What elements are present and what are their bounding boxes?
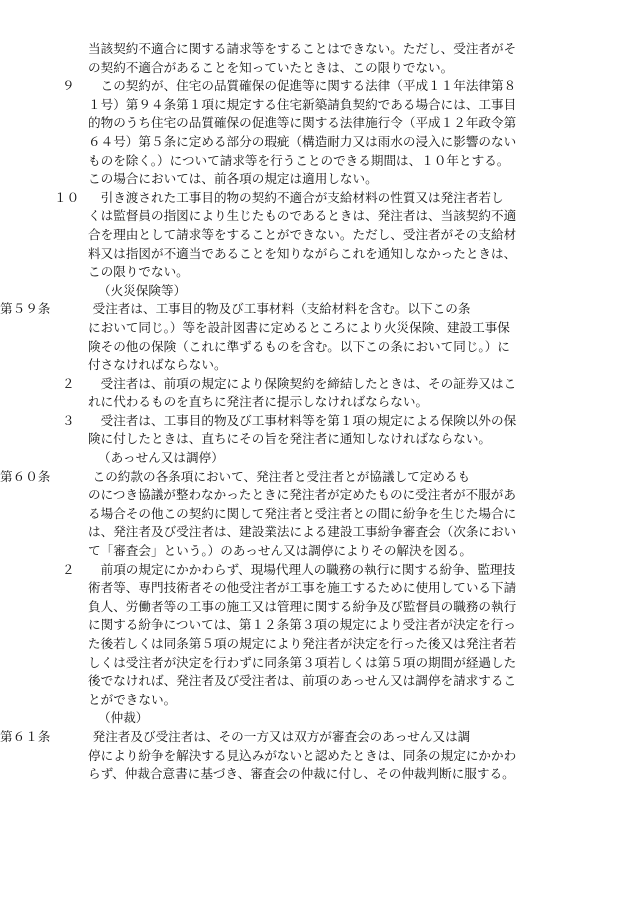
article-59-heading: （火災保険等） (98, 282, 187, 298)
text-line: この限りでない。 (88, 264, 189, 280)
text-line: 負人、労働者等の工事の施工又は管理に関する紛争及び監督員の職務の執行 (88, 598, 517, 614)
text-line: のにつき協議が整わなかったときに発注者が定めたものに受注者が不服があ (88, 487, 516, 503)
text-line: 合を理由として請求等をすることができない。ただし、受注者がその支給材 (88, 226, 517, 242)
text-line: 料又は指図が不適当であることを知りながらこれを通知しなかったときは、 (88, 245, 517, 261)
document-body (0, 40, 550, 784)
continuation-paragraph (88, 40, 550, 77)
text-line: とができない。 (88, 691, 177, 707)
text-line: この契約が、住宅の品質確保の促進等に関する法律（平成１１年法律第８ (88, 78, 517, 94)
paragraph-number: ２ (62, 375, 75, 391)
text-line: ものを除く。）について請求等を行うことのできる期間は、１０年とする。 (88, 152, 510, 168)
article-59-paragraph-3 (62, 412, 550, 449)
text-line: 発注者及び受注者は、その一方又は双方が審査会のあっせん又は調 (80, 728, 471, 744)
article-60-heading: （あっせん又は調停） (98, 450, 224, 466)
text-line: 受注者は、前項の規定により保険契約を締結したときは、その証券又はこ (88, 375, 517, 391)
text-line: 受注者は、工事目的物及び工事材料（支給材料を含む。以下この条 (80, 301, 471, 317)
text-line: た後若しくは同条第５項の規定により発注者が決定を行った後又は発注者若 (88, 636, 517, 651)
text-line: ６４号）第５条に定める部分の瑕疵（構造耐力又は雨水の浸入に影響のない (88, 133, 517, 149)
text-line: の契約不適合があることを知っていたときは、この限りでない。 (88, 59, 454, 75)
article-61 (0, 728, 550, 784)
text-line: 引き渡された工事目的物の契約不適合が支給材料の性質又は発注者若し (88, 189, 504, 205)
paragraph-number: ９ (62, 78, 75, 94)
text-line: くは監督員の指図により生じたものであるときは、発注者は、当該契約不適 (88, 208, 517, 224)
text-line: 停により紛争を解決する見込みがないと認めたときは、同条の規定にかかわ (88, 747, 517, 763)
paragraph-10 (54, 189, 550, 282)
text-line: 受注者は、工事目的物及び工事材料等を第１項の規定による保険以外の保 (88, 412, 517, 428)
paragraph-9 (62, 77, 550, 189)
article-59 (0, 300, 550, 374)
text-line: 険その他の保険（これに準ずるものを含む。以下この条において同じ。）に (88, 338, 510, 354)
article-number: 第６１条 (0, 728, 51, 744)
article-60-paragraph-2 (62, 561, 550, 710)
text-line: て「審査会」という。）のあっせん又は調停によりその解決を図る。 (88, 543, 472, 559)
text-line: らず、仲裁合意書に基づき、審査会の仲裁に付し、その仲裁判断に服する。 (88, 766, 515, 782)
article-number: 第６０条 (0, 468, 51, 484)
paragraph-number: ３ (62, 412, 75, 428)
text-line: 的物のうち住宅の品質確保の促進等に関する法律施行令（平成１２年政令第 (88, 115, 517, 131)
text-line: 険に付したときは、直ちにその旨を発注者に通知しなければならない。 (88, 431, 491, 447)
article-59-paragraph-2 (62, 375, 550, 412)
text-line: 当該契約不適合に関する請求等をすることはできない。ただし、受注者がそ (88, 41, 517, 56)
text-line: しくは受注者が決定を行わずに同条第３項若しくは第５項の期間が経過した (88, 654, 517, 670)
text-line: 後でなければ、発注者及び受注者は、前項のあっせん又は調停を請求するこ (88, 673, 517, 689)
text-line: は、発注者及び受注者は、建設業法による建設工事紛争審査会（次条におい (88, 524, 517, 540)
text-line: に関する紛争については、第１２条第３項の規定により受注者が決定を行っ (88, 617, 516, 633)
paragraph-number: １０ (54, 189, 80, 205)
text-line: において同じ。）等を設計図書に定めるところにより火災保険、建設工事保 (88, 319, 510, 335)
paragraph-number: ２ (62, 561, 75, 577)
text-line: る場合その他この契約に関して発注者と受注者との間に紛争を生じた場合に (88, 505, 517, 521)
text-line: この約款の各条項において、発注者と受注者とが協議して定めるも (80, 468, 471, 484)
article-60 (0, 468, 550, 561)
text-line: 付さなければならない。 (88, 357, 227, 373)
article-number: 第５９条 (0, 301, 51, 317)
article-61-heading: （仲裁） (98, 710, 149, 726)
text-line: 前項の規定にかかわらず、現場代理人の職務の執行に関する紛争、監理技 (88, 561, 516, 577)
text-line: れに代わるものを直ちに発注者に提示しなければならない。 (88, 394, 429, 410)
text-line: １号）第９４条第１項に規定する住宅新築請負契約である場合には、工事目 (88, 96, 517, 112)
text-line: この場合においては、前各項の規定は適用しない。 (88, 171, 378, 187)
text-line: 術者等、専門技術者その他受注者が工事を施工するために使用している下請 (88, 580, 517, 596)
